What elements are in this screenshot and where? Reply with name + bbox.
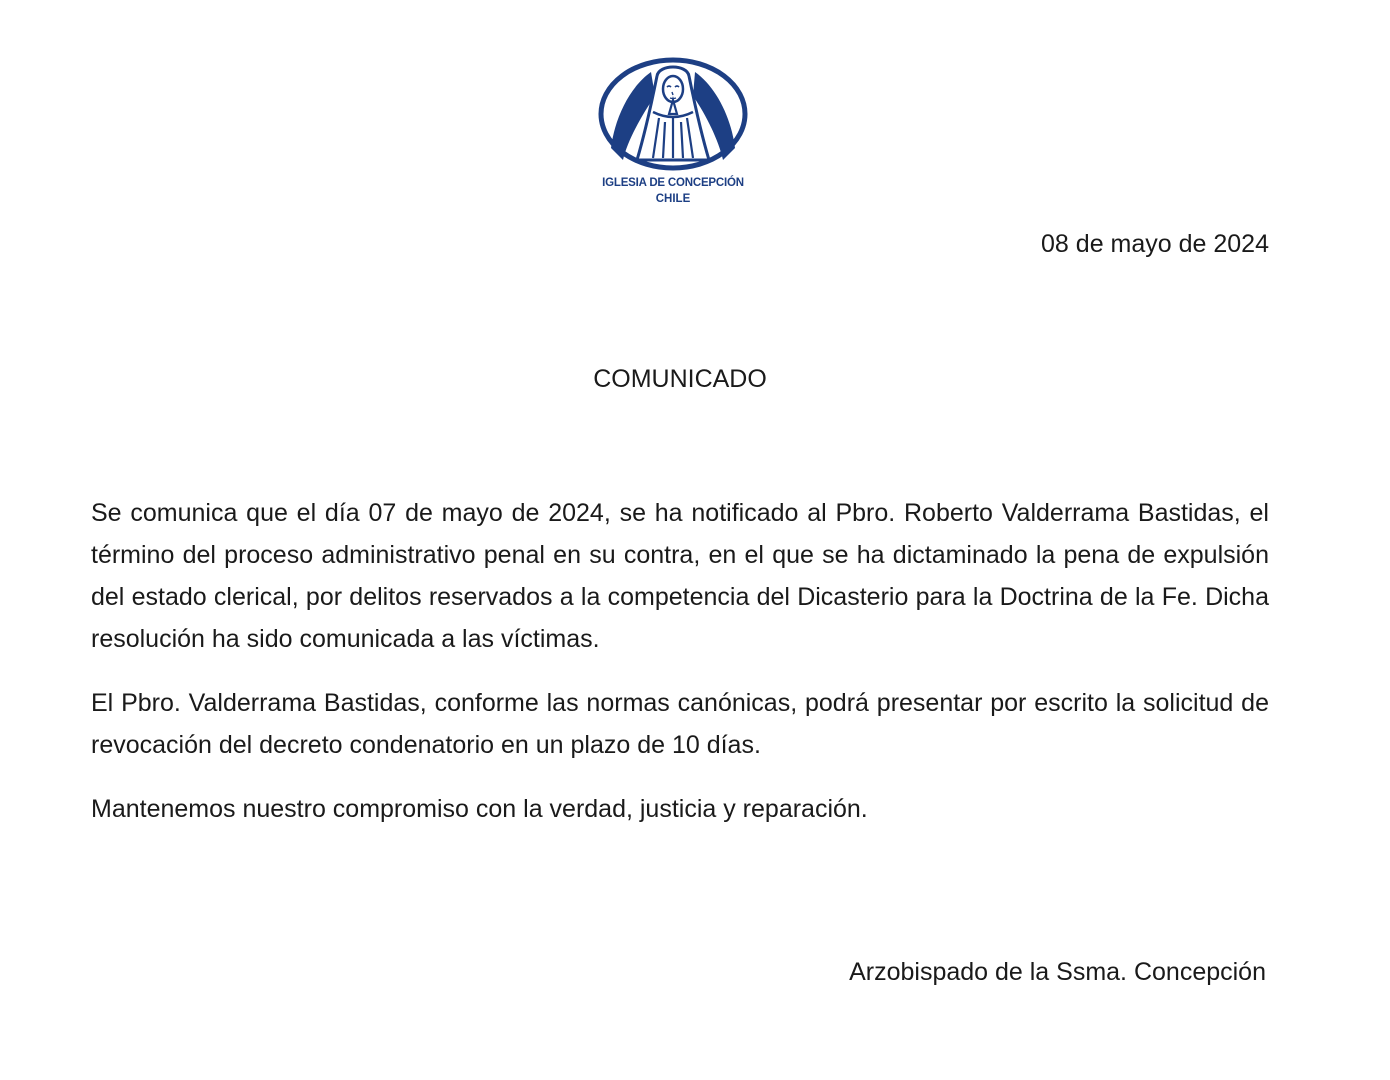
logo-org-name: IGLESIA DE CONCEPCIÓN <box>602 177 744 189</box>
virgin-mary-icon <box>597 56 749 176</box>
page-title: COMUNICADO <box>593 365 767 393</box>
paragraph-commitment: Mantenemos nuestro compromiso con la verdad, justicia y reparación. <box>91 795 868 823</box>
letter-body <box>91 492 1269 852</box>
church-logo <box>595 56 751 212</box>
logo-country: CHILE <box>655 193 691 205</box>
paragraph-appeal: El Pbro. Valderrama Bastidas, conforme las normas canónicas, podrá presentar por escrito la solicitud de revocación del decreto condenatorio en un plazo de 10 días. <box>91 689 1269 759</box>
signature: Arzobispado de la Ssma. Concepción <box>849 958 1266 986</box>
paragraph-announcement: Se comunica que el día 07 de mayo de 2024, se ha notificado al Pbro. Roberto Valderrama Bastidas, el término del proceso administrativo penal en su contra, en el que se ha dictaminado la pena de expulsión del estado clerical, por delitos reservados a la competencia del Dicasterio para la Doctrina de la Fe. Dicha resolución ha sido comunicada a las víctimas. <box>91 499 1269 653</box>
letter-date: 08 de mayo de 2024 <box>1041 230 1269 258</box>
